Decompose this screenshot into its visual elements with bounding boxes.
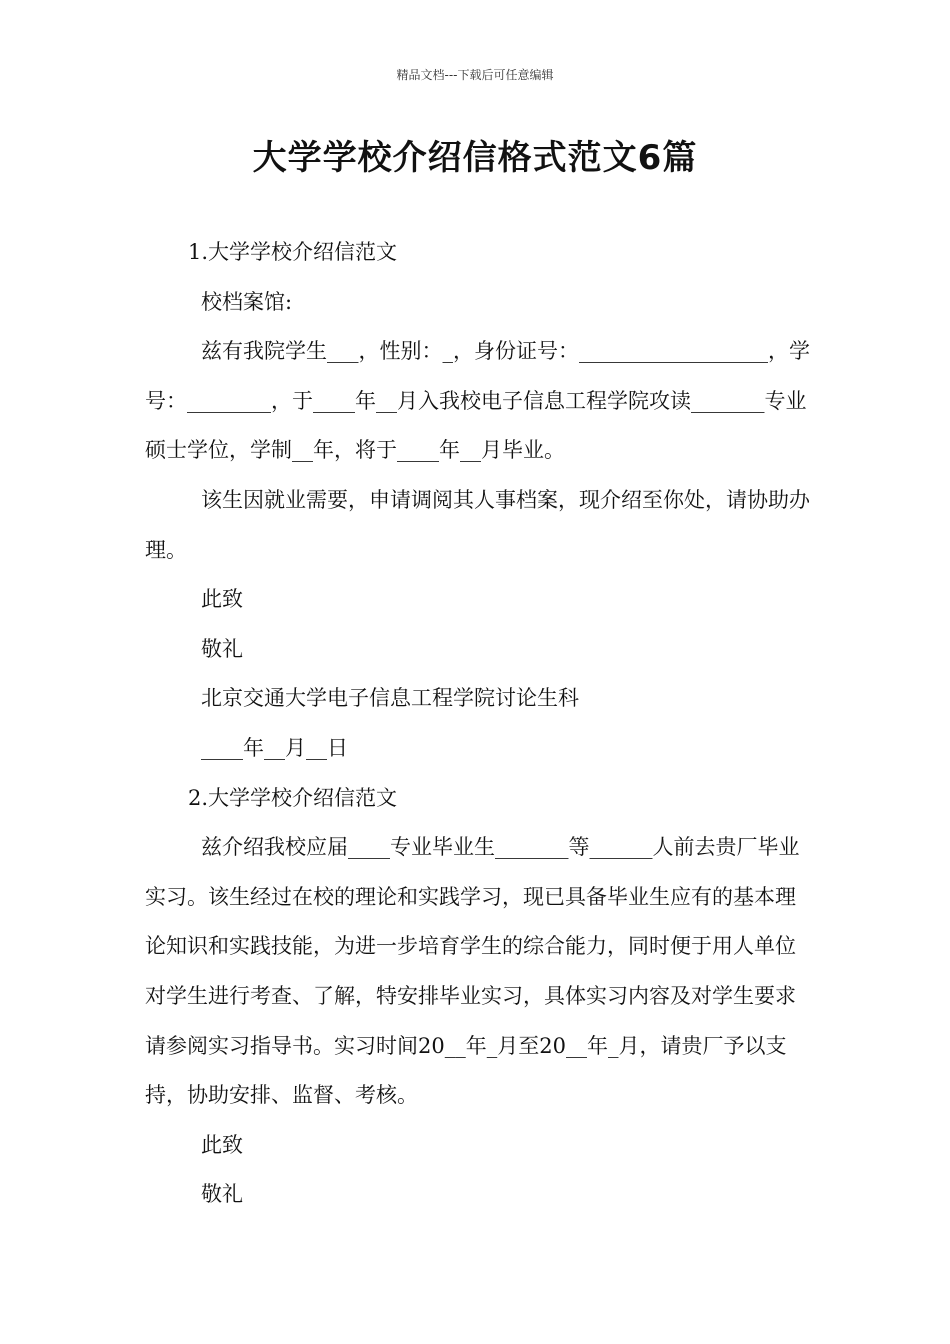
- section-2-closing: 此致: [201, 1132, 243, 1157]
- section-1-paragraph: 该生因就业需要，申请调阅其人事档案，现介绍至你处，请协助办理。: [145, 487, 810, 562]
- section-1-heading: 1.大学学校介绍信范文: [188, 240, 398, 264]
- section-1-signature: 北京交通大学电子信息工程学院讨论生科: [201, 686, 579, 711]
- document-title: 大学学校介绍信格式范文6篇: [252, 138, 698, 178]
- header-note: 精品文档---下载后可任意编辑: [396, 68, 554, 82]
- section-1-paragraph: 兹有我院学生___，性别：_，身份证号：__________________，学号：________，于____年__月入我校电子信息工程学院攻读_______专业硕士学位，学制__年，将于____年__月毕业。: [145, 339, 810, 463]
- section-1-closing: 此致: [201, 587, 243, 612]
- section-2-heading: 2.大学学校介绍信范文: [188, 785, 398, 810]
- document-body: [145, 228, 810, 1220]
- section-2-regards: 敬礼: [201, 1182, 243, 1207]
- section-1-date: ____年__月__日: [201, 735, 348, 760]
- section-2-paragraph: 兹介绍我校应届____专业毕业生_______等______人前去贵厂毕业实习。该生经过在校的理论和实践学习，现已具备毕业生应有的基本理论知识和实践技能，为进一步培育学生的综合能力，同时便于用人单位对学生进行考查、了解，特安排毕业实习，具体实习内容及对学生要求请参阅实习指导书。实习时间20__年_月至20__年_月，请贵厂予以支持，协助安排、监督、考核。: [145, 835, 800, 1108]
- section-1-salutation: 校档案馆:: [201, 289, 293, 314]
- section-1-regards: 敬礼: [201, 636, 243, 661]
